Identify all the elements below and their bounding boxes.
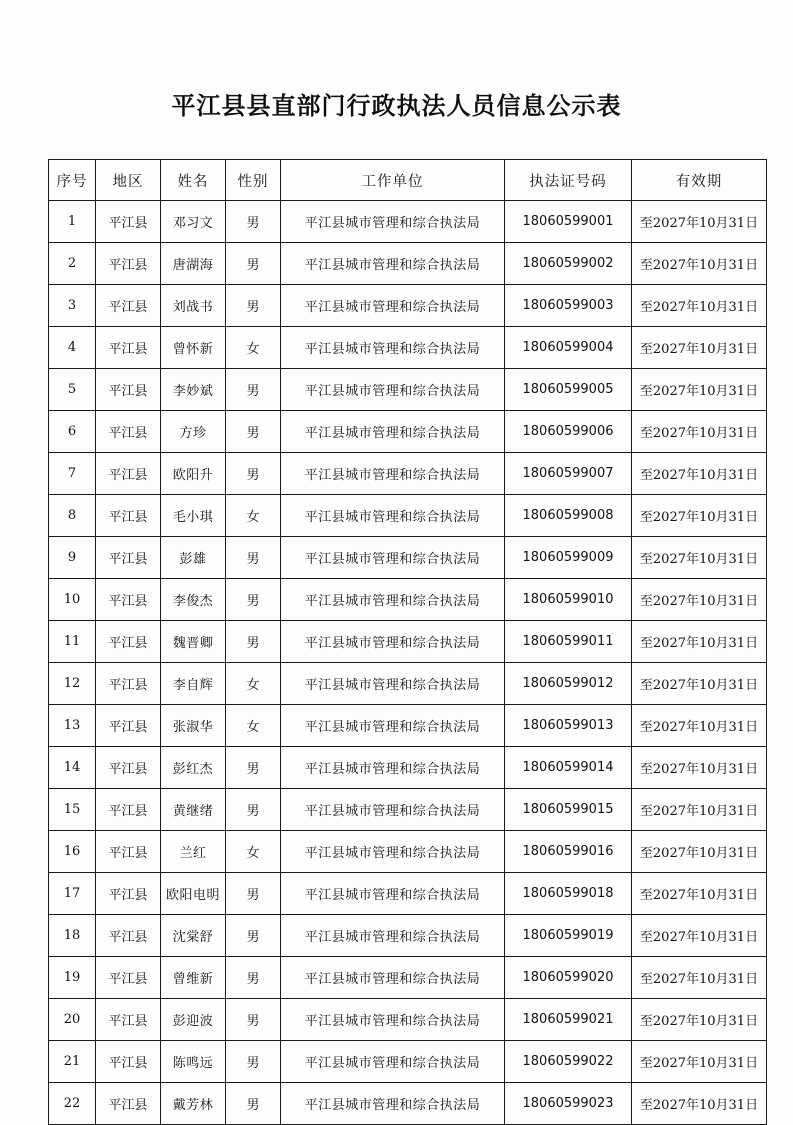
cell-gender: 男 [226,915,281,957]
cell-name: 黄继绪 [161,789,226,831]
cell-region: 平江县 [96,663,161,705]
table-row [49,243,767,285]
cell-name: 欧阳升 [161,453,226,495]
cell-name: 李俊杰 [161,579,226,621]
cell-region: 平江县 [96,831,161,873]
cell-no: 1 [49,201,96,243]
cell-name: 毛小琪 [161,495,226,537]
cell-certificate-number: 18060599023 [505,1083,632,1125]
cell-name: 欧阳电明 [161,873,226,915]
cell-region: 平江县 [96,1083,161,1125]
column-header-gender: 性别 [226,160,281,201]
cell-region: 平江县 [96,747,161,789]
cell-no: 2 [49,243,96,285]
table-header-row [49,160,767,201]
cell-name: 唐湖海 [161,243,226,285]
column-header-work-unit: 工作单位 [281,160,505,201]
cell-no: 12 [49,663,96,705]
cell-work-unit: 平江县城市管理和综合执法局 [281,873,505,915]
table-row [49,789,767,831]
cell-work-unit: 平江县城市管理和综合执法局 [281,285,505,327]
table-row [49,453,767,495]
cell-validity: 至2027年10月31日 [632,537,767,579]
cell-certificate-number: 18060599016 [505,831,632,873]
cell-gender: 男 [226,1041,281,1083]
cell-region: 平江县 [96,873,161,915]
cell-no: 17 [49,873,96,915]
cell-gender: 男 [226,1083,281,1125]
cell-name: 陈鸣远 [161,1041,226,1083]
table-row [49,831,767,873]
table-row [49,369,767,411]
page-title: 平江县县直部门行政执法人员信息公示表 [171,91,622,120]
table-container [0,159,793,1125]
table-row [49,747,767,789]
cell-certificate-number: 18060599022 [505,1041,632,1083]
table-row [49,579,767,621]
cell-gender: 女 [226,327,281,369]
cell-region: 平江县 [96,579,161,621]
cell-region: 平江县 [96,327,161,369]
table-row [49,537,767,579]
cell-validity: 至2027年10月31日 [632,285,767,327]
cell-work-unit: 平江县城市管理和综合执法局 [281,1041,505,1083]
cell-no: 16 [49,831,96,873]
enforcement-personnel-table [48,159,767,1125]
cell-validity: 至2027年10月31日 [632,621,767,663]
cell-no: 5 [49,369,96,411]
cell-no: 8 [49,495,96,537]
cell-work-unit: 平江县城市管理和综合执法局 [281,705,505,747]
cell-gender: 男 [226,537,281,579]
cell-region: 平江县 [96,285,161,327]
cell-gender: 女 [226,831,281,873]
cell-name: 曾维新 [161,957,226,999]
column-header-region: 地区 [96,160,161,201]
cell-no: 3 [49,285,96,327]
cell-no: 9 [49,537,96,579]
cell-region: 平江县 [96,1041,161,1083]
table-row [49,621,767,663]
cell-validity: 至2027年10月31日 [632,1083,767,1125]
cell-work-unit: 平江县城市管理和综合执法局 [281,243,505,285]
cell-region: 平江县 [96,957,161,999]
table-row [49,327,767,369]
cell-no: 6 [49,411,96,453]
cell-certificate-number: 18060599004 [505,327,632,369]
cell-certificate-number: 18060599006 [505,411,632,453]
cell-gender: 男 [226,873,281,915]
cell-work-unit: 平江县城市管理和综合执法局 [281,663,505,705]
cell-name: 邓习文 [161,201,226,243]
cell-certificate-number: 18060599018 [505,873,632,915]
cell-gender: 女 [226,495,281,537]
cell-validity: 至2027年10月31日 [632,327,767,369]
cell-name: 魏晋卿 [161,621,226,663]
cell-work-unit: 平江县城市管理和综合执法局 [281,537,505,579]
cell-certificate-number: 18060599002 [505,243,632,285]
cell-certificate-number: 18060599012 [505,663,632,705]
table-body [49,201,767,1125]
cell-gender: 男 [226,369,281,411]
cell-gender: 女 [226,705,281,747]
cell-no: 21 [49,1041,96,1083]
cell-work-unit: 平江县城市管理和综合执法局 [281,831,505,873]
cell-work-unit: 平江县城市管理和综合执法局 [281,579,505,621]
cell-name: 张淑华 [161,705,226,747]
cell-work-unit: 平江县城市管理和综合执法局 [281,495,505,537]
cell-work-unit: 平江县城市管理和综合执法局 [281,621,505,663]
table-row [49,495,767,537]
cell-certificate-number: 18060599003 [505,285,632,327]
cell-gender: 男 [226,999,281,1041]
cell-gender: 男 [226,621,281,663]
cell-gender: 男 [226,579,281,621]
table-row [49,285,767,327]
table-row [49,411,767,453]
table-row [49,705,767,747]
table-row [49,873,767,915]
cell-region: 平江县 [96,999,161,1041]
table-row [49,915,767,957]
cell-gender: 男 [226,285,281,327]
cell-validity: 至2027年10月31日 [632,831,767,873]
cell-work-unit: 平江县城市管理和综合执法局 [281,201,505,243]
table-row [49,957,767,999]
cell-name: 沈棠舒 [161,915,226,957]
cell-gender: 男 [226,243,281,285]
cell-no: 7 [49,453,96,495]
cell-work-unit: 平江县城市管理和综合执法局 [281,915,505,957]
cell-no: 19 [49,957,96,999]
cell-name: 方珍 [161,411,226,453]
cell-validity: 至2027年10月31日 [632,957,767,999]
cell-validity: 至2027年10月31日 [632,369,767,411]
cell-gender: 男 [226,957,281,999]
cell-region: 平江县 [96,789,161,831]
table-row [49,201,767,243]
cell-no: 15 [49,789,96,831]
cell-validity: 至2027年10月31日 [632,999,767,1041]
cell-work-unit: 平江县城市管理和综合执法局 [281,411,505,453]
cell-region: 平江县 [96,705,161,747]
cell-validity: 至2027年10月31日 [632,1041,767,1083]
cell-region: 平江县 [96,915,161,957]
cell-work-unit: 平江县城市管理和综合执法局 [281,999,505,1041]
column-header-certificate-number: 执法证号码 [505,160,632,201]
cell-gender: 男 [226,789,281,831]
cell-validity: 至2027年10月31日 [632,243,767,285]
cell-name: 刘战书 [161,285,226,327]
cell-validity: 至2027年10月31日 [632,411,767,453]
cell-region: 平江县 [96,411,161,453]
cell-certificate-number: 18060599001 [505,201,632,243]
cell-region: 平江县 [96,453,161,495]
cell-name: 彭雄 [161,537,226,579]
cell-region: 平江县 [96,621,161,663]
cell-validity: 至2027年10月31日 [632,453,767,495]
cell-region: 平江县 [96,369,161,411]
cell-work-unit: 平江县城市管理和综合执法局 [281,747,505,789]
cell-name: 李妙斌 [161,369,226,411]
cell-validity: 至2027年10月31日 [632,705,767,747]
table-row [49,1041,767,1083]
cell-certificate-number: 18060599013 [505,705,632,747]
cell-gender: 男 [226,201,281,243]
cell-no: 14 [49,747,96,789]
cell-validity: 至2027年10月31日 [632,747,767,789]
cell-validity: 至2027年10月31日 [632,201,767,243]
cell-region: 平江县 [96,537,161,579]
cell-validity: 至2027年10月31日 [632,495,767,537]
cell-name: 彭迎波 [161,999,226,1041]
cell-no: 22 [49,1083,96,1125]
table-row [49,1083,767,1125]
cell-no: 11 [49,621,96,663]
cell-validity: 至2027年10月31日 [632,663,767,705]
column-header-name: 姓名 [161,160,226,201]
cell-region: 平江县 [96,201,161,243]
cell-gender: 男 [226,453,281,495]
cell-certificate-number: 18060599015 [505,789,632,831]
cell-certificate-number: 18060599011 [505,621,632,663]
cell-certificate-number: 18060599005 [505,369,632,411]
table-row [49,999,767,1041]
cell-name: 兰红 [161,831,226,873]
cell-certificate-number: 18060599019 [505,915,632,957]
cell-name: 李自辉 [161,663,226,705]
cell-no: 20 [49,999,96,1041]
cell-region: 平江县 [96,495,161,537]
cell-name: 曾怀新 [161,327,226,369]
table-row [49,663,767,705]
cell-no: 4 [49,327,96,369]
cell-gender: 女 [226,663,281,705]
cell-validity: 至2027年10月31日 [632,915,767,957]
cell-name: 戴芳林 [161,1083,226,1125]
cell-gender: 男 [226,411,281,453]
cell-certificate-number: 18060599010 [505,579,632,621]
table-header [49,160,767,201]
cell-validity: 至2027年10月31日 [632,579,767,621]
cell-validity: 至2027年10月31日 [632,873,767,915]
cell-certificate-number: 18060599008 [505,495,632,537]
cell-certificate-number: 18060599021 [505,999,632,1041]
cell-gender: 男 [226,747,281,789]
cell-certificate-number: 18060599020 [505,957,632,999]
cell-no: 13 [49,705,96,747]
cell-certificate-number: 18060599009 [505,537,632,579]
cell-name: 彭红杰 [161,747,226,789]
cell-work-unit: 平江县城市管理和综合执法局 [281,957,505,999]
cell-work-unit: 平江县城市管理和综合执法局 [281,789,505,831]
cell-certificate-number: 18060599014 [505,747,632,789]
cell-region: 平江县 [96,243,161,285]
cell-work-unit: 平江县城市管理和综合执法局 [281,453,505,495]
cell-validity: 至2027年10月31日 [632,789,767,831]
column-header-validity: 有效期 [632,160,767,201]
column-header-no: 序号 [49,160,96,201]
cell-work-unit: 平江县城市管理和综合执法局 [281,369,505,411]
cell-no: 10 [49,579,96,621]
cell-no: 18 [49,915,96,957]
cell-work-unit: 平江县城市管理和综合执法局 [281,1083,505,1125]
cell-certificate-number: 18060599007 [505,453,632,495]
cell-work-unit: 平江县城市管理和综合执法局 [281,327,505,369]
